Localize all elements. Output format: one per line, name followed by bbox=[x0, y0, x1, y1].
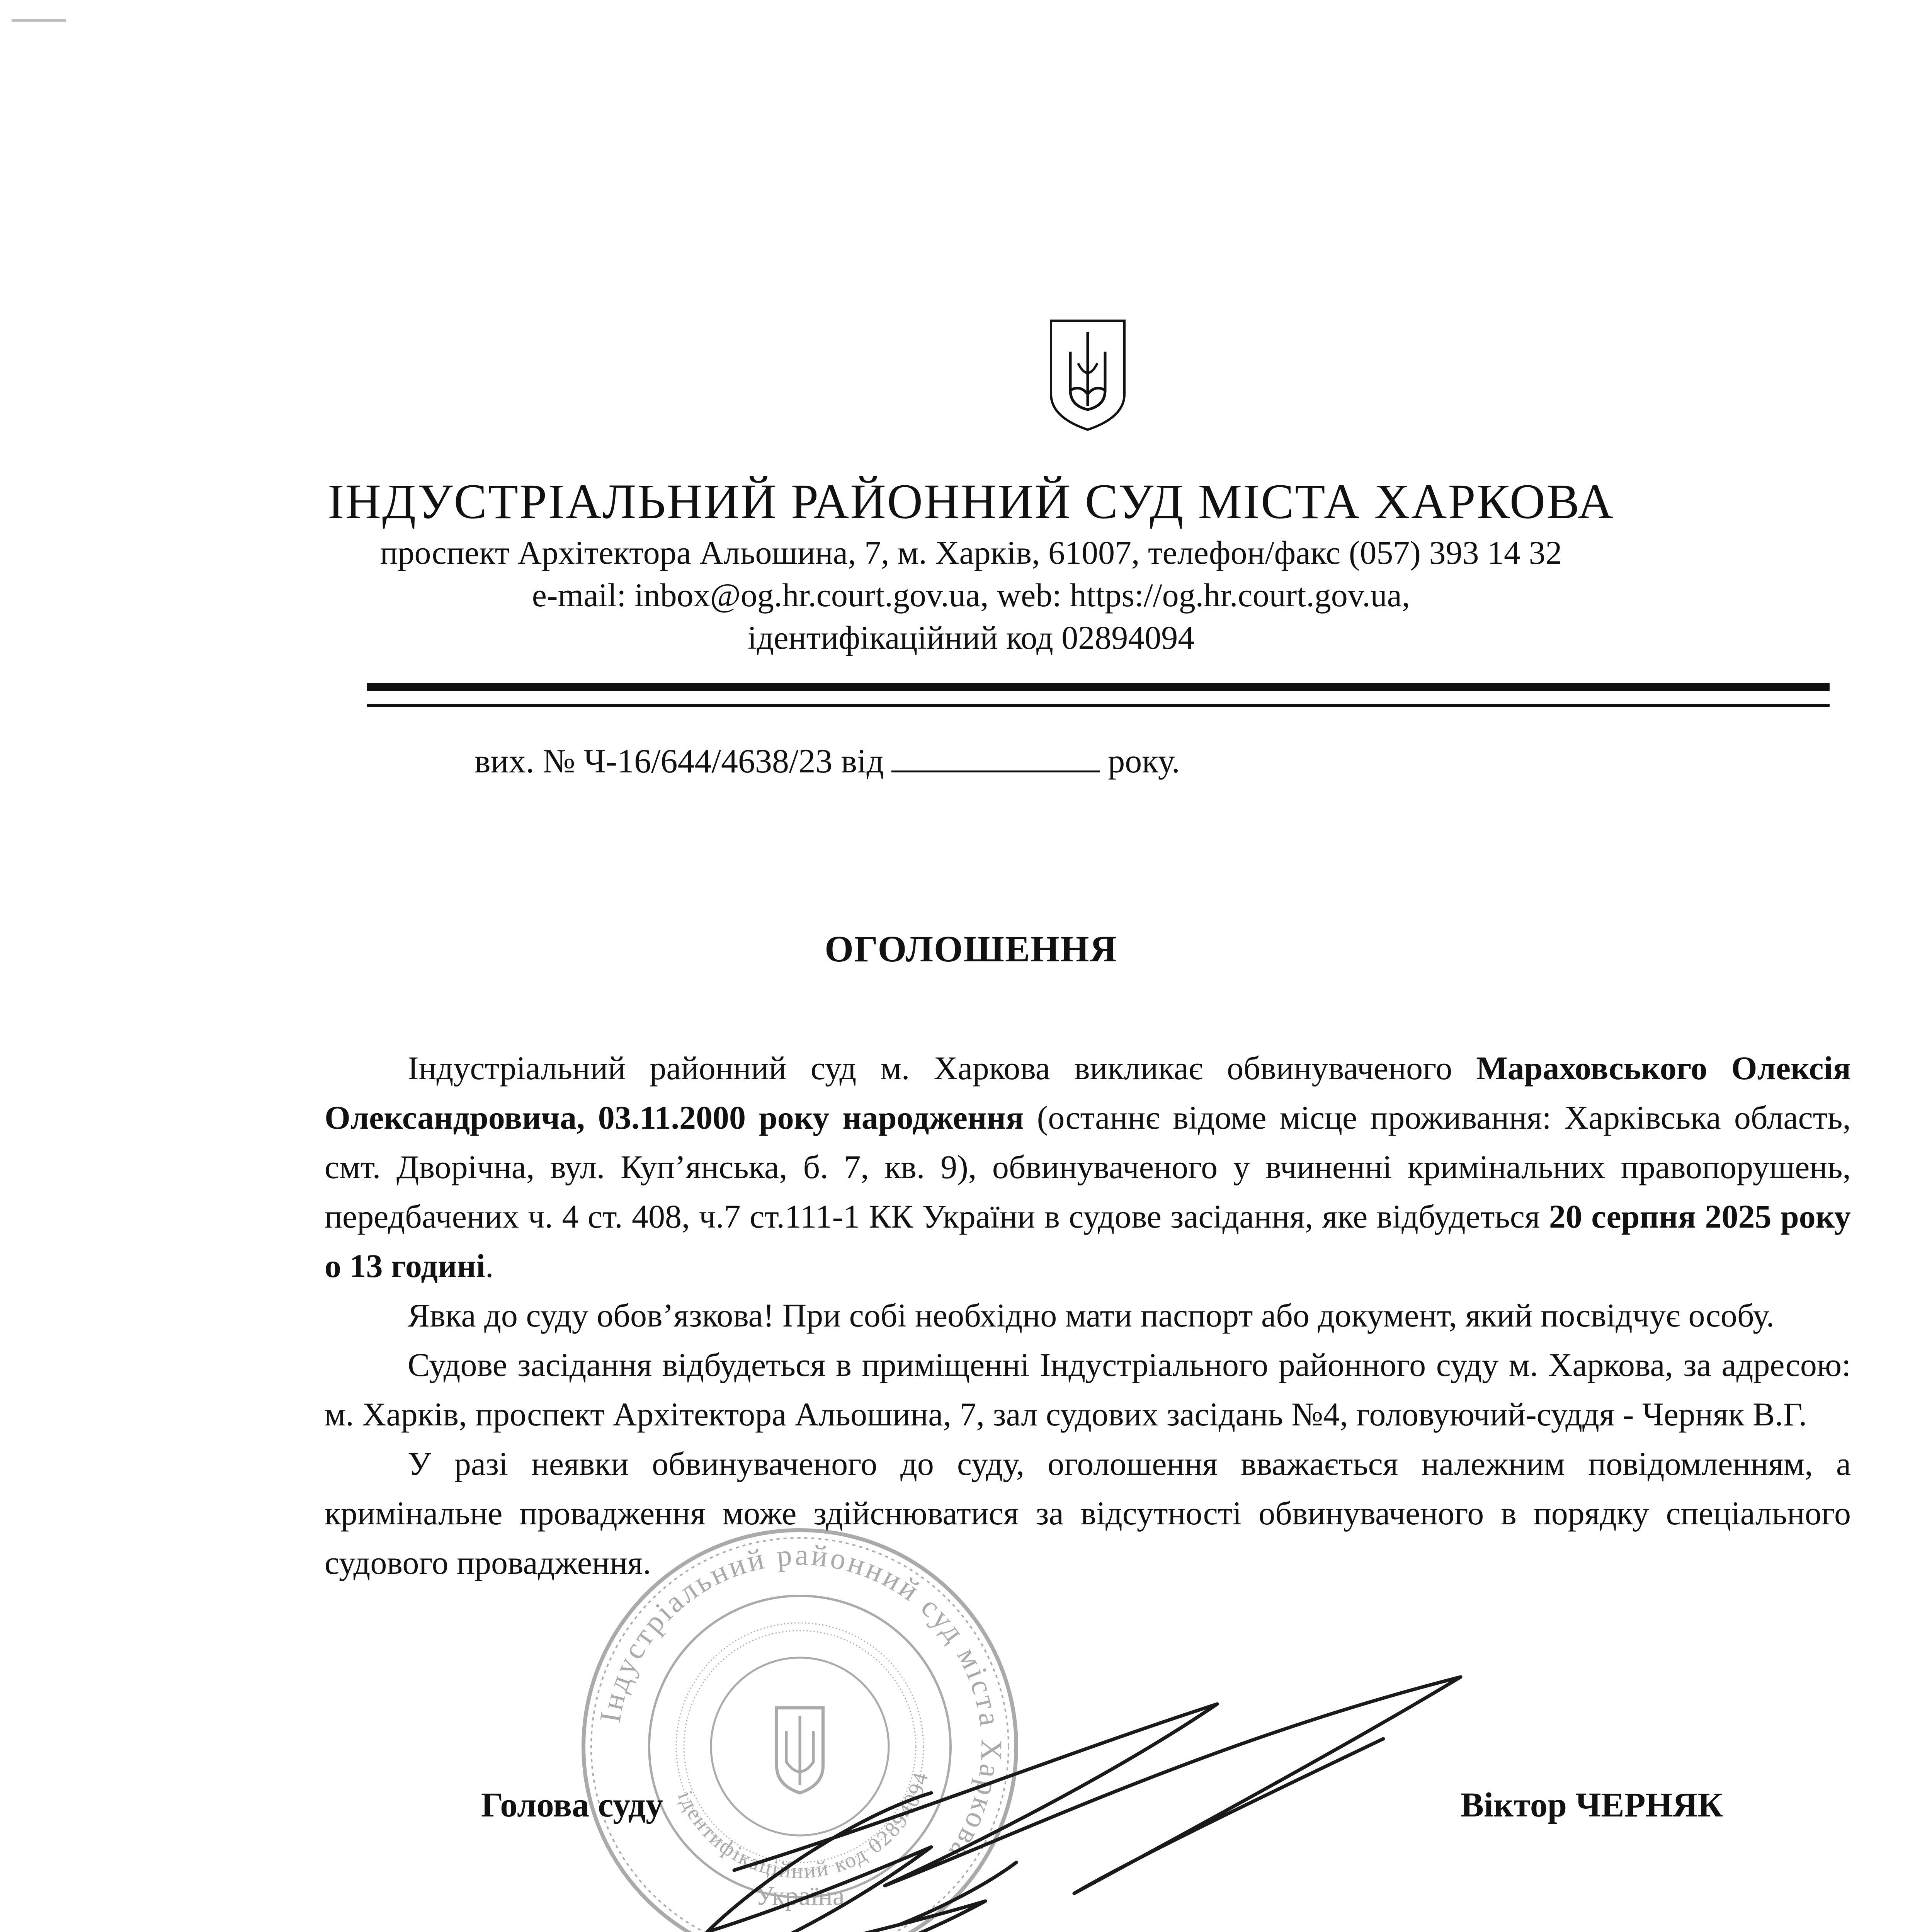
outgoing-number bbox=[474, 742, 1180, 781]
signatory-name: Віктор ЧЕРНЯК bbox=[1461, 1786, 1723, 1824]
document-title: ОГОЛОШЕННЯ bbox=[825, 928, 1117, 969]
seal-ring-text: Індустріальний районний суд міста Харкова bbox=[593, 1537, 1009, 1869]
seal-country-text: Україна bbox=[755, 1881, 845, 1911]
handwritten-signature bbox=[638, 1654, 1604, 1932]
date-blank-line bbox=[891, 747, 1100, 772]
scan-mark bbox=[12, 19, 66, 22]
court-name: ІНДУСТРІАЛЬНИЙ РАЙОННИЙ СУД МІСТА ХАРКОВА bbox=[327, 474, 1615, 529]
paragraph-location: Судове засідання відбудеться в приміщенні Індустріального районного суду м. Харкова, за адресою: м. Харків, проспект Архітектора Альошина, 7, зал судових засідань №4, головуючий-суддя - Черняк В.Г. bbox=[325, 1346, 1851, 1433]
paragraph-summons bbox=[325, 1043, 1851, 1291]
summons-text-1: Індустріальний районний суд м. Харкова викликає обвинуваченого bbox=[408, 1049, 1476, 1087]
seal-inner-text: ідентифікаційний код 02894094 bbox=[673, 1769, 934, 1883]
hearing-datetime: 20 серпня 2025 року о 13 годині bbox=[325, 1198, 1851, 1284]
accused-name: Мараховського Олексія Олександровича, 03.11.2000 року народження bbox=[325, 1049, 1851, 1136]
paragraph-attendance: Явка до суду обов’язкова! При собі необхідно мати паспорт або документ, який посвідчує особу. bbox=[408, 1297, 1775, 1334]
court-id-code: ідентифікаційний код 02894094 bbox=[747, 619, 1195, 656]
summons-text-3: . bbox=[485, 1247, 494, 1284]
announcement-body bbox=[325, 1043, 1851, 1587]
outgoing-suffix: року. bbox=[1108, 743, 1180, 780]
paragraph-consequences: У разі неявки обвинуваченого до суду, оголошення вважається належним повідомленням, а кримінальне провадження може здійснюватися за відсутності обвинуваченого в порядку спеціального судового провадження. bbox=[325, 1445, 1851, 1581]
header-rule-thick bbox=[367, 683, 1830, 691]
court-address: проспект Архітектора Альошина, 7, м. Харків, 61007, телефон/факс (057) 393 14 32 bbox=[380, 534, 1562, 571]
header-rule-thin bbox=[367, 704, 1830, 707]
signatory-role: Голова суду bbox=[481, 1786, 663, 1824]
summons-text-2: (останнє відоме місце проживання: Харківська область, смт. Дворічна, вул. Куп’янська, б. 7, кв. 9), обвинуваченого у вчиненні кримінальних правопорушень, передбачених ч. 4 ст. 408, ч.7 ст.111-1 КК України в судове засідання, яке відбудеться bbox=[325, 1099, 1851, 1235]
outgoing-prefix: вих. № Ч-16/644/4638/23 від bbox=[474, 743, 884, 780]
court-contacts: e-mail: inbox@og.hr.court.gov.ua, web: https://og.hr.court.gov.ua, bbox=[532, 577, 1410, 614]
coat-of-arms-icon bbox=[1047, 317, 1128, 433]
